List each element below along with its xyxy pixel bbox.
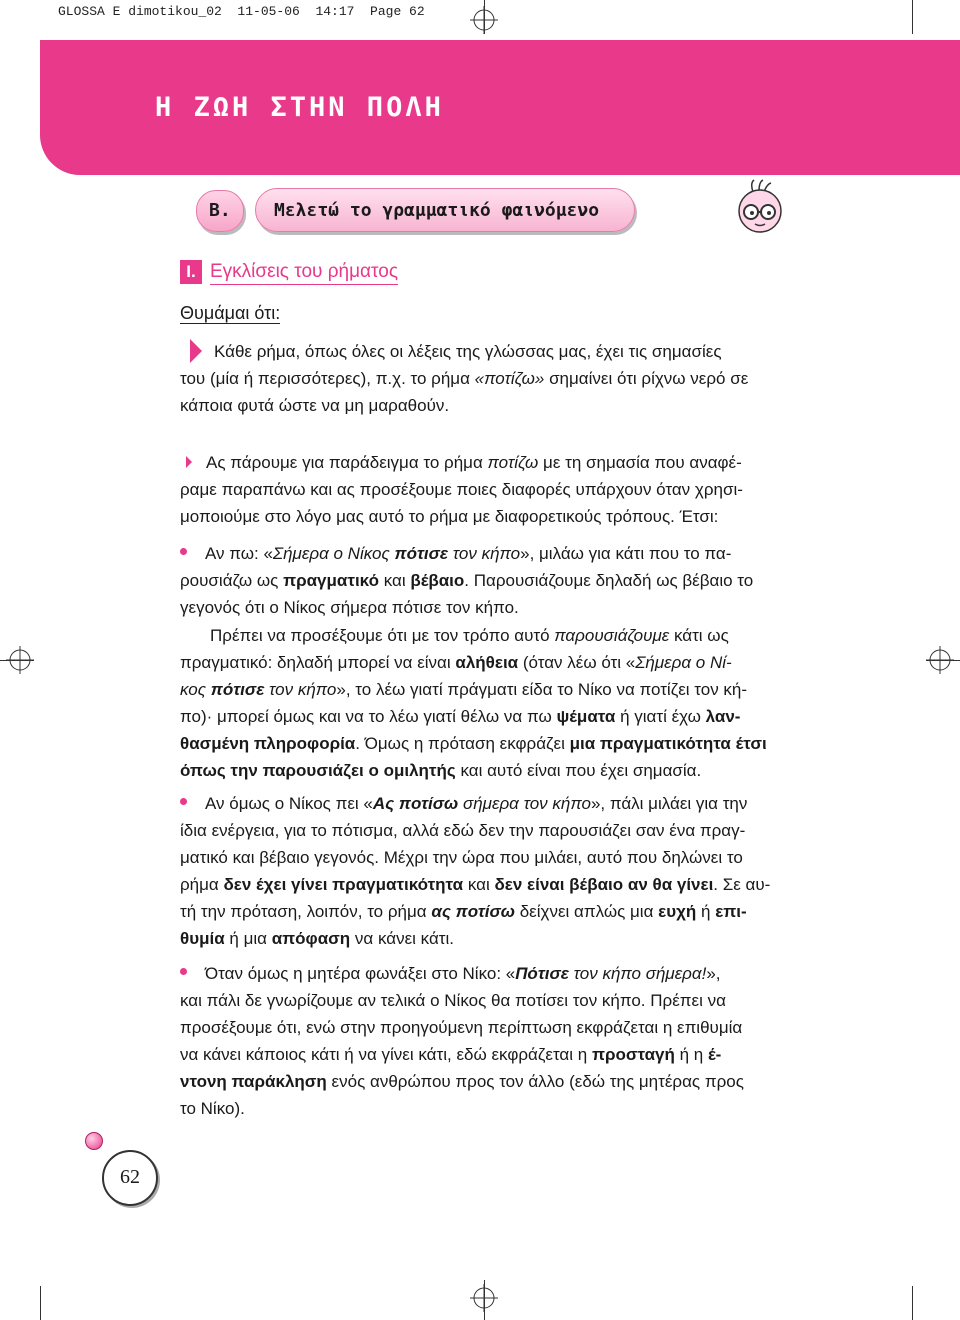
text-run: με τη σημασία που αναφέ- bbox=[538, 453, 742, 472]
text-run: προσέξουμε ότι, ενώ στην προηγούμενη περίπτωση εκφράζεται η επιθυμία bbox=[180, 1018, 743, 1037]
text-run: », πάλι μιλάει για την bbox=[590, 794, 748, 813]
text-run: Κάθε ρήμα, όπως όλες οι λέξεις της γλώσσας μας, έχει τις σημασίες bbox=[214, 342, 722, 361]
italic-run: ποτίζω bbox=[487, 453, 539, 472]
text-run: σημαίνει ότι ρίχνω νερό σε bbox=[544, 369, 749, 388]
bold-italic-run: ας ποτίσω bbox=[431, 902, 515, 921]
registration-mark bbox=[926, 646, 954, 674]
bold-run: ντονη παράκληση bbox=[180, 1072, 327, 1091]
text-run: ματικό και βέβαιο γεγονός. Μέχρι την ώρα που μιλάει, αυτό που δηλώνει το bbox=[180, 848, 743, 867]
page-number: 62 bbox=[120, 1166, 140, 1188]
bullet-paragraph-indicative bbox=[180, 540, 808, 621]
bold-run: προσταγή bbox=[591, 1045, 675, 1064]
text-line bbox=[180, 871, 808, 898]
text-run: », μιλάω για κάτι που το πα- bbox=[520, 544, 732, 563]
italic-run: κος bbox=[180, 680, 211, 699]
italic-run: «ποτίζω» bbox=[474, 369, 545, 388]
bullet-dot-icon bbox=[180, 798, 187, 805]
section-title-pill bbox=[255, 188, 635, 232]
section-letter: Β. bbox=[209, 200, 231, 221]
text-run: ρουσιάζω ως bbox=[180, 571, 284, 590]
text-line bbox=[180, 1095, 808, 1122]
print-slug: GLOSSA E dimotikou_02 11-05-06 14:17 Page 62 bbox=[58, 4, 425, 19]
text-line bbox=[180, 676, 808, 703]
bold-italic-run: Ας ποτίσω bbox=[372, 794, 459, 813]
text-run: . Όμως η πρόταση εκφράζει bbox=[355, 734, 570, 753]
text-run: ίδια ενέργεια, για το πότισμα, αλλά εδώ δεν την παρουσιάζει σαν ένα πραγ- bbox=[180, 821, 746, 840]
text-run: ρήμα bbox=[180, 875, 224, 894]
triangle-bullet-icon bbox=[186, 456, 192, 468]
text-line bbox=[180, 703, 808, 730]
text-run: ραμε παραπάνω και ας προσέξουμε ποιες διαφορές υπάρχουν όταν χρησι- bbox=[180, 480, 743, 499]
text-line bbox=[180, 1068, 808, 1095]
text-line bbox=[180, 960, 808, 987]
bold-run: μια πραγματικότητα έτσι bbox=[569, 734, 767, 753]
bold-run: λαν- bbox=[705, 707, 741, 726]
text-line bbox=[180, 757, 808, 784]
text-run: . Σε αυ- bbox=[713, 875, 771, 894]
crop-mark bbox=[912, 1286, 913, 1320]
text-line bbox=[180, 476, 808, 503]
chapter-title: Η ΖΩΗ ΣΤΗΝ ΠΟΛΗ bbox=[155, 92, 444, 123]
text-run: », το λέω γιατί πράγματι είδα το Νίκο να ποτίζει τον κή- bbox=[336, 680, 748, 699]
text-line bbox=[180, 1041, 808, 1068]
triangle-bullet-icon bbox=[190, 339, 202, 363]
text-line bbox=[180, 567, 808, 594]
bold-run: δεν έχει γίνει πραγματικότητα bbox=[223, 875, 464, 894]
italic-run: σήμερα τον κήπο bbox=[458, 794, 591, 813]
bold-run: θυμία bbox=[180, 929, 225, 948]
text-line bbox=[180, 622, 808, 649]
italic-run: τον κήπο bbox=[264, 680, 337, 699]
text-run: Πρέπει να προσέξουμε ότι με τον τρόπο αυτό bbox=[210, 626, 555, 645]
text-line bbox=[180, 730, 808, 757]
text-run: και bbox=[378, 571, 411, 590]
text-run: τή την πρόταση, λοιπόν, το ρήμα bbox=[180, 902, 432, 921]
section-letter-badge bbox=[196, 190, 244, 232]
text-run: », bbox=[706, 964, 721, 983]
text-line bbox=[180, 594, 808, 621]
bold-run: ευχή bbox=[658, 902, 697, 921]
text-run: Αν όμως ο Νίκος πει « bbox=[205, 794, 373, 813]
text-line bbox=[180, 365, 808, 392]
crop-mark bbox=[40, 1286, 41, 1320]
text-line bbox=[180, 844, 808, 871]
bullet-paragraph-subjunctive bbox=[180, 790, 808, 952]
bold-run: πραγματικό bbox=[283, 571, 379, 590]
text-line bbox=[180, 790, 808, 817]
registration-mark bbox=[6, 646, 34, 674]
text-run: ή η bbox=[674, 1045, 708, 1064]
text-line bbox=[180, 817, 808, 844]
subsection-title: Εγκλίσεις του ρήματος bbox=[210, 261, 398, 285]
text-run: και πάλι δε γνωρίζουμε αν τελικά ο Νίκος θα ποτίσει τον κήπο. Πρέπει να bbox=[180, 991, 726, 1010]
registration-mark bbox=[470, 6, 498, 34]
text-run: πο)· μπορεί όμως και να το λέω γιατί θέλω να πω bbox=[180, 707, 557, 726]
text-run: ή γιατί έχω bbox=[615, 707, 706, 726]
text-run: Αν πω: « bbox=[205, 544, 273, 563]
text-line bbox=[180, 898, 808, 925]
text-run: κάτι ως bbox=[669, 626, 729, 645]
text-line bbox=[180, 449, 808, 476]
bold-run: αλήθεια bbox=[455, 653, 519, 672]
note-paragraph bbox=[180, 622, 808, 784]
text-run: να κάνει κάποιος κάτι ή να γίνει κάτι, εδώ εκφράζεται η bbox=[180, 1045, 592, 1064]
bold-run: ψέματα bbox=[556, 707, 616, 726]
italic-run: παρουσιάζουμε bbox=[554, 626, 670, 645]
italic-run: Σήμερα ο Νί- bbox=[635, 653, 732, 672]
italic-run: Σήμερα ο Νίκος bbox=[272, 544, 395, 563]
bullet-paragraph-imperative bbox=[180, 960, 808, 1122]
bold-italic-run: πότισε bbox=[394, 544, 449, 563]
example-paragraph bbox=[180, 449, 808, 530]
text-line bbox=[180, 540, 808, 567]
text-run: και αυτό είναι που έχει σημασία. bbox=[455, 761, 702, 780]
bullet-dot-icon bbox=[180, 548, 187, 555]
text-line bbox=[180, 987, 808, 1014]
text-run: μοποιούμε στο λόγο μας αυτό το ρήμα με διαφορετικούς τρόπους. Έτσι: bbox=[180, 507, 719, 526]
text-run: να κάνει κάτι. bbox=[350, 929, 454, 948]
bold-run: όπως την παρουσιάζει ο ομιλητής bbox=[180, 761, 456, 780]
italic-run: τον κήπο σήμερα! bbox=[568, 964, 707, 983]
bold-run: δεν είναι βέβαιο αν θα γίνει bbox=[494, 875, 714, 894]
text-run: (όταν λέω ότι « bbox=[518, 653, 636, 672]
crop-mark bbox=[912, 0, 913, 34]
text-run: γεγονός ότι ο Νίκος σήμερα πότισε τον κήπο. bbox=[180, 598, 519, 617]
section-title: Μελετώ το γραμματικό φαινόμενο bbox=[274, 200, 600, 221]
text-run: Ας πάρουμε για παράδειγμα το ρήμα bbox=[206, 453, 488, 472]
subsection-number: Ι. bbox=[180, 260, 202, 284]
italic-run: τον κήπο bbox=[448, 544, 521, 563]
bold-italic-run: πότισε bbox=[210, 680, 265, 699]
text-run: . Παρουσιάζουμε δηλαδή ως βέβαιο το bbox=[464, 571, 754, 590]
text-run: του (μία ή περισσότερες), π.χ. το ρήμα bbox=[180, 369, 475, 388]
page-bead-icon bbox=[85, 1132, 103, 1150]
text-line bbox=[180, 338, 808, 365]
text-line bbox=[180, 649, 808, 676]
text-line bbox=[180, 503, 808, 530]
text-run: πραγματικό: δηλαδή μπορεί να είναι bbox=[180, 653, 456, 672]
bold-run: θασμένη πληροφορία bbox=[180, 734, 356, 753]
bold-run: απόφαση bbox=[271, 929, 351, 948]
remember-label: Θυμάμαι ότι: bbox=[180, 303, 281, 323]
text-run: ενός ανθρώπου προς τον άλλο (εδώ της μητέρας προς bbox=[326, 1072, 744, 1091]
glasses-face-icon bbox=[733, 178, 785, 234]
text-run: δείχνει απλώς μια bbox=[514, 902, 659, 921]
registration-mark bbox=[470, 1284, 498, 1312]
bold-run: επι- bbox=[715, 902, 747, 921]
bullet-dot-icon bbox=[180, 968, 187, 975]
bold-run: βέβαιο bbox=[410, 571, 465, 590]
text-run: κάποια φυτά ώστε να μη μαραθούν. bbox=[180, 396, 450, 415]
text-run: ή bbox=[696, 902, 716, 921]
text-line bbox=[180, 925, 808, 952]
text-line bbox=[180, 392, 808, 419]
text-line bbox=[180, 1014, 808, 1041]
intro-paragraph bbox=[180, 338, 808, 419]
page-number-badge bbox=[102, 1150, 158, 1206]
bold-italic-run: Πότισε bbox=[515, 964, 569, 983]
text-run: Όταν όμως η μητέρα φωνάξει στο Νίκο: « bbox=[205, 964, 516, 983]
bold-run: έ- bbox=[707, 1045, 722, 1064]
text-run: ή μια bbox=[224, 929, 272, 948]
text-run: και bbox=[463, 875, 495, 894]
text-run: το Νίκο). bbox=[180, 1099, 245, 1118]
